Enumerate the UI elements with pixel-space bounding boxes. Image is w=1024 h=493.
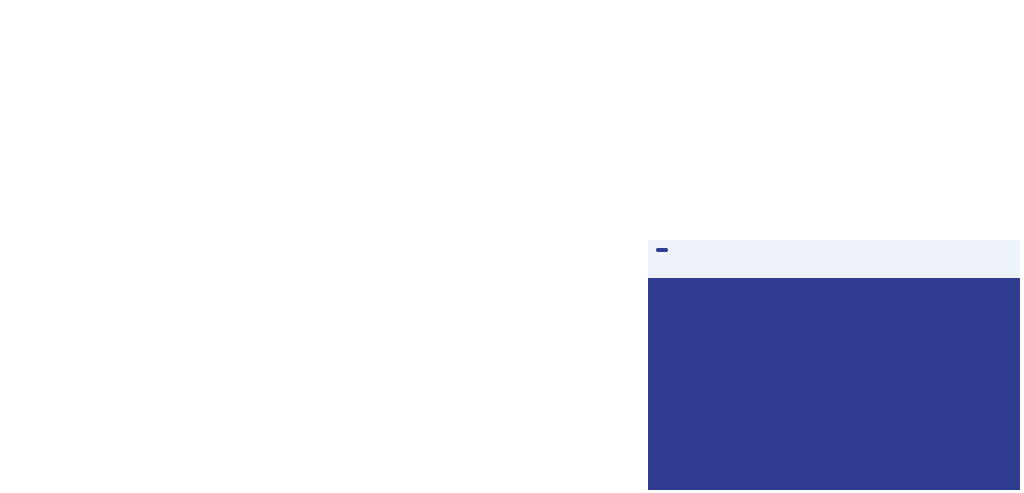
- watermark-logo: [0, 489, 12, 493]
- health-board-header: [648, 240, 1020, 278]
- health-care-board: [648, 240, 1020, 490]
- health-board-school-tag: [656, 248, 668, 252]
